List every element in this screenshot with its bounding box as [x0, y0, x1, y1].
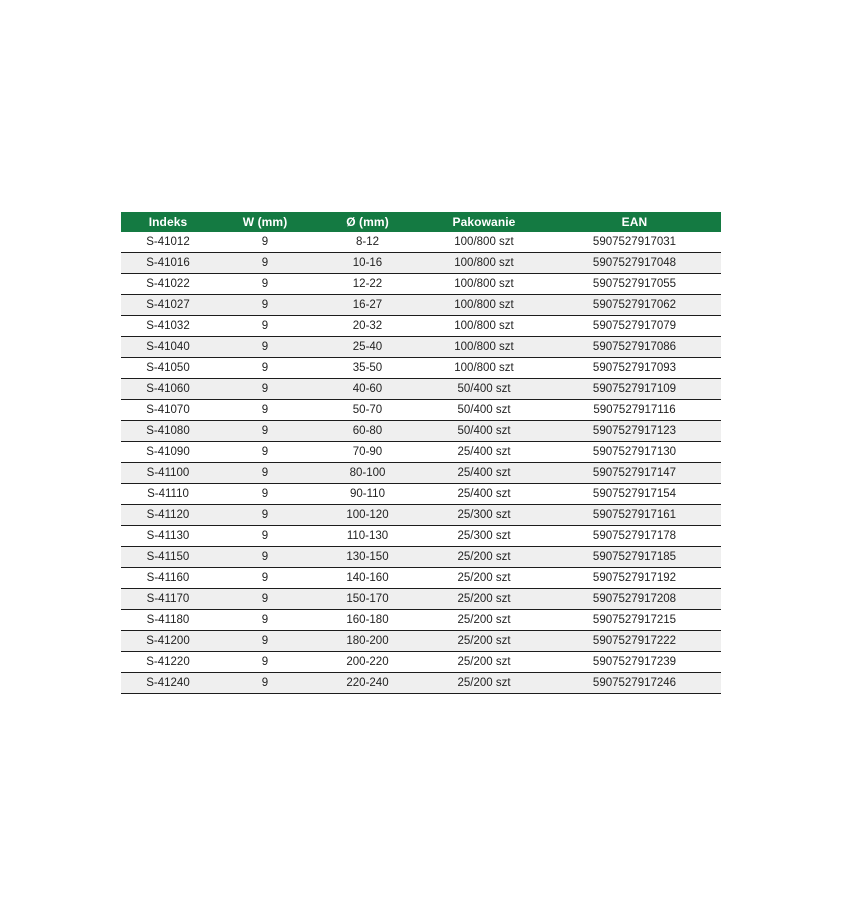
table-row [121, 400, 721, 421]
cell-ean: 5907527917055 [548, 274, 721, 295]
cell-indeks: S-41016 [121, 253, 215, 274]
cell-ean: 5907527917093 [548, 358, 721, 379]
cell-indeks: S-41040 [121, 337, 215, 358]
table-row [121, 421, 721, 442]
cell-diameter-mm: 100-120 [315, 505, 420, 526]
cell-diameter-mm: 25-40 [315, 337, 420, 358]
column-header-cell-diameter-mm: Ø (mm) [315, 212, 420, 232]
table-row [121, 568, 721, 589]
cell-indeks: S-41240 [121, 673, 215, 694]
cell-diameter-mm: 110-130 [315, 526, 420, 547]
cell-indeks: S-41120 [121, 505, 215, 526]
cell-diameter-mm: 70-90 [315, 442, 420, 463]
table-row [121, 589, 721, 610]
cell-w-mm: 9 [215, 463, 315, 484]
cell-diameter-mm: 35-50 [315, 358, 420, 379]
cell-diameter-mm: 50-70 [315, 400, 420, 421]
cell-ean: 5907527917246 [548, 673, 721, 694]
cell-ean: 5907527917086 [548, 337, 721, 358]
cell-indeks: S-41027 [121, 295, 215, 316]
cell-diameter-mm: 220-240 [315, 673, 420, 694]
cell-w-mm: 9 [215, 484, 315, 505]
table-row [121, 526, 721, 547]
cell-pakowanie: 25/200 szt [420, 547, 548, 568]
cell-diameter-mm: 160-180 [315, 610, 420, 631]
cell-indeks: S-41022 [121, 274, 215, 295]
column-header-cell-indeks: Indeks [121, 212, 215, 232]
product-spec-table [121, 212, 721, 694]
column-header-cell-w-mm: W (mm) [215, 212, 315, 232]
cell-indeks: S-41012 [121, 232, 215, 253]
cell-pakowanie: 50/400 szt [420, 421, 548, 442]
cell-w-mm: 9 [215, 358, 315, 379]
cell-pakowanie: 100/800 szt [420, 232, 548, 253]
cell-w-mm: 9 [215, 421, 315, 442]
cell-pakowanie: 25/200 szt [420, 652, 548, 673]
table-body [121, 232, 721, 694]
table-row [121, 673, 721, 694]
cell-pakowanie: 100/800 szt [420, 358, 548, 379]
cell-indeks: S-41090 [121, 442, 215, 463]
cell-diameter-mm: 10-16 [315, 253, 420, 274]
cell-ean: 5907527917130 [548, 442, 721, 463]
cell-diameter-mm: 8-12 [315, 232, 420, 253]
cell-pakowanie: 25/400 szt [420, 442, 548, 463]
cell-ean: 5907527917147 [548, 463, 721, 484]
cell-indeks: S-41070 [121, 400, 215, 421]
cell-w-mm: 9 [215, 673, 315, 694]
cell-ean: 5907527917215 [548, 610, 721, 631]
cell-indeks: S-41110 [121, 484, 215, 505]
cell-diameter-mm: 12-22 [315, 274, 420, 295]
cell-ean: 5907527917185 [548, 547, 721, 568]
product-spec-table-container [121, 212, 721, 694]
cell-pakowanie: 50/400 szt [420, 400, 548, 421]
cell-ean: 5907527917079 [548, 316, 721, 337]
table-row [121, 610, 721, 631]
cell-pakowanie: 25/200 szt [420, 610, 548, 631]
cell-w-mm: 9 [215, 610, 315, 631]
column-header-cell-ean: EAN [548, 212, 721, 232]
cell-w-mm: 9 [215, 337, 315, 358]
cell-indeks: S-41170 [121, 589, 215, 610]
cell-pakowanie: 50/400 szt [420, 379, 548, 400]
cell-indeks: S-41080 [121, 421, 215, 442]
cell-indeks: S-41032 [121, 316, 215, 337]
cell-pakowanie: 25/200 szt [420, 589, 548, 610]
cell-ean: 5907527917031 [548, 232, 721, 253]
cell-ean: 5907527917062 [548, 295, 721, 316]
cell-w-mm: 9 [215, 295, 315, 316]
table-row [121, 631, 721, 652]
cell-pakowanie: 100/800 szt [420, 295, 548, 316]
cell-diameter-mm: 200-220 [315, 652, 420, 673]
cell-ean: 5907527917109 [548, 379, 721, 400]
cell-w-mm: 9 [215, 400, 315, 421]
cell-indeks: S-41100 [121, 463, 215, 484]
cell-indeks: S-41160 [121, 568, 215, 589]
table-row [121, 484, 721, 505]
cell-ean: 5907527917048 [548, 253, 721, 274]
cell-pakowanie: 25/200 szt [420, 631, 548, 652]
cell-diameter-mm: 16-27 [315, 295, 420, 316]
table-row [121, 337, 721, 358]
cell-indeks: S-41060 [121, 379, 215, 400]
cell-diameter-mm: 140-160 [315, 568, 420, 589]
table-row [121, 379, 721, 400]
cell-w-mm: 9 [215, 631, 315, 652]
table-row [121, 274, 721, 295]
cell-diameter-mm: 150-170 [315, 589, 420, 610]
cell-pakowanie: 25/400 szt [420, 463, 548, 484]
table-row [121, 505, 721, 526]
table-row [121, 295, 721, 316]
table-row [121, 463, 721, 484]
cell-w-mm: 9 [215, 442, 315, 463]
cell-diameter-mm: 90-110 [315, 484, 420, 505]
cell-pakowanie: 25/300 szt [420, 505, 548, 526]
table-row [121, 442, 721, 463]
cell-w-mm: 9 [215, 379, 315, 400]
cell-pakowanie: 100/800 szt [420, 316, 548, 337]
cell-pakowanie: 25/200 szt [420, 568, 548, 589]
cell-diameter-mm: 80-100 [315, 463, 420, 484]
cell-ean: 5907527917178 [548, 526, 721, 547]
cell-pakowanie: 100/800 szt [420, 274, 548, 295]
table-row [121, 316, 721, 337]
table-row [121, 547, 721, 568]
cell-w-mm: 9 [215, 652, 315, 673]
cell-pakowanie: 25/300 szt [420, 526, 548, 547]
cell-ean: 5907527917222 [548, 631, 721, 652]
cell-indeks: S-41150 [121, 547, 215, 568]
table-row [121, 358, 721, 379]
cell-ean: 5907527917192 [548, 568, 721, 589]
column-header-cell-pakowanie: Pakowanie [420, 212, 548, 232]
cell-ean: 5907527917208 [548, 589, 721, 610]
cell-w-mm: 9 [215, 526, 315, 547]
cell-diameter-mm: 180-200 [315, 631, 420, 652]
table-row [121, 232, 721, 253]
table-header [121, 212, 721, 232]
cell-w-mm: 9 [215, 232, 315, 253]
cell-diameter-mm: 130-150 [315, 547, 420, 568]
cell-diameter-mm: 60-80 [315, 421, 420, 442]
cell-w-mm: 9 [215, 253, 315, 274]
cell-indeks: S-41130 [121, 526, 215, 547]
cell-pakowanie: 25/400 szt [420, 484, 548, 505]
cell-w-mm: 9 [215, 274, 315, 295]
cell-pakowanie: 25/200 szt [420, 673, 548, 694]
header-row [121, 212, 721, 232]
cell-ean: 5907527917123 [548, 421, 721, 442]
cell-w-mm: 9 [215, 568, 315, 589]
table-row [121, 253, 721, 274]
cell-ean: 5907527917239 [548, 652, 721, 673]
cell-indeks: S-41220 [121, 652, 215, 673]
cell-indeks: S-41050 [121, 358, 215, 379]
cell-diameter-mm: 20-32 [315, 316, 420, 337]
cell-pakowanie: 100/800 szt [420, 337, 548, 358]
cell-ean: 5907527917161 [548, 505, 721, 526]
cell-ean: 5907527917116 [548, 400, 721, 421]
cell-w-mm: 9 [215, 316, 315, 337]
cell-w-mm: 9 [215, 505, 315, 526]
cell-w-mm: 9 [215, 547, 315, 568]
cell-diameter-mm: 40-60 [315, 379, 420, 400]
cell-w-mm: 9 [215, 589, 315, 610]
table-row [121, 652, 721, 673]
cell-indeks: S-41200 [121, 631, 215, 652]
cell-pakowanie: 100/800 szt [420, 253, 548, 274]
cell-ean: 5907527917154 [548, 484, 721, 505]
cell-indeks: S-41180 [121, 610, 215, 631]
